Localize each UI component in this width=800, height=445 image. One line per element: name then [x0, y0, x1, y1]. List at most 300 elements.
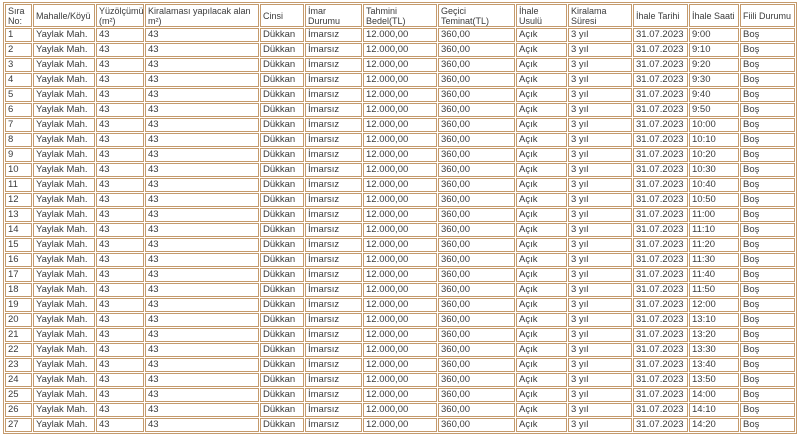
table-row [5, 178, 795, 192]
cell-tahmini-bedel: 12.000,00 [363, 238, 437, 252]
cell-cinsi: Dükkan [260, 388, 304, 402]
table-row [5, 103, 795, 117]
cell-yuzolcumu: 43 [96, 328, 144, 342]
table-row [5, 163, 795, 177]
cell-yuzolcumu: 43 [96, 358, 144, 372]
cell-kiralanacak-alan: 43 [145, 313, 259, 327]
cell-ihale-usulu: Açık [516, 283, 567, 297]
cell-kiralama-suresi: 3 yıl [568, 283, 632, 297]
cell-ihale-saati: 14:00 [689, 388, 739, 402]
cell-ihale-usulu: Açık [516, 58, 567, 72]
cell-yuzolcumu: 43 [96, 283, 144, 297]
cell-kiralanacak-alan: 43 [145, 298, 259, 312]
cell-ihale-saati: 13:10 [689, 313, 739, 327]
cell-tahmini-bedel: 12.000,00 [363, 373, 437, 387]
cell-cinsi: Dükkan [260, 148, 304, 162]
table-row [5, 388, 795, 402]
cell-mahalle-koyu: Yaylak Mah. [33, 343, 95, 357]
cell-kiralanacak-alan: 43 [145, 133, 259, 147]
cell-ihale-usulu: Açık [516, 118, 567, 132]
cell-kiralama-suresi: 3 yıl [568, 358, 632, 372]
cell-ihale-tarihi: 31.07.2023 [633, 373, 688, 387]
cell-fiili-durumu: Boş [740, 178, 795, 192]
cell-ihale-saati: 9:00 [689, 28, 739, 42]
cell-imar-durumu: İmarsız [305, 148, 362, 162]
cell-sira-no: 12 [5, 193, 32, 207]
cell-fiili-durumu: Boş [740, 88, 795, 102]
cell-fiili-durumu: Boş [740, 343, 795, 357]
cell-ihale-saati: 10:50 [689, 193, 739, 207]
cell-sira-no: 16 [5, 253, 32, 267]
cell-kiralama-suresi: 3 yıl [568, 193, 632, 207]
cell-kiralanacak-alan: 43 [145, 238, 259, 252]
cell-kiralama-suresi: 3 yıl [568, 178, 632, 192]
cell-kiralanacak-alan: 43 [145, 208, 259, 222]
cell-fiili-durumu: Boş [740, 163, 795, 177]
cell-yuzolcumu: 43 [96, 88, 144, 102]
cell-mahalle-koyu: Yaylak Mah. [33, 28, 95, 42]
cell-tahmini-bedel: 12.000,00 [363, 193, 437, 207]
cell-ihale-saati: 9:30 [689, 73, 739, 87]
table-row [5, 373, 795, 387]
cell-gecici-teminat: 360,00 [438, 268, 515, 282]
cell-sira-no: 2 [5, 43, 32, 57]
table-row [5, 313, 795, 327]
cell-tahmini-bedel: 12.000,00 [363, 403, 437, 417]
cell-ihale-usulu: Açık [516, 313, 567, 327]
cell-ihale-saati: 9:40 [689, 88, 739, 102]
cell-sira-no: 27 [5, 418, 32, 432]
cell-ihale-saati: 11:00 [689, 208, 739, 222]
cell-ihale-usulu: Açık [516, 133, 567, 147]
cell-cinsi: Dükkan [260, 403, 304, 417]
cell-mahalle-koyu: Yaylak Mah. [33, 358, 95, 372]
cell-kiralanacak-alan: 43 [145, 418, 259, 432]
cell-ihale-saati: 10:20 [689, 148, 739, 162]
cell-yuzolcumu: 43 [96, 43, 144, 57]
cell-mahalle-koyu: Yaylak Mah. [33, 328, 95, 342]
cell-ihale-usulu: Açık [516, 403, 567, 417]
cell-kiralama-suresi: 3 yıl [568, 133, 632, 147]
cell-ihale-usulu: Açık [516, 298, 567, 312]
table-body [5, 28, 795, 432]
cell-yuzolcumu: 43 [96, 403, 144, 417]
cell-cinsi: Dükkan [260, 73, 304, 87]
cell-ihale-usulu: Açık [516, 268, 567, 282]
cell-ihale-usulu: Açık [516, 163, 567, 177]
cell-gecici-teminat: 360,00 [438, 223, 515, 237]
cell-ihale-tarihi: 31.07.2023 [633, 193, 688, 207]
cell-gecici-teminat: 360,00 [438, 283, 515, 297]
cell-gecici-teminat: 360,00 [438, 343, 515, 357]
cell-sira-no: 19 [5, 298, 32, 312]
cell-yuzolcumu: 43 [96, 208, 144, 222]
cell-imar-durumu: İmarsız [305, 313, 362, 327]
cell-imar-durumu: İmarsız [305, 343, 362, 357]
cell-fiili-durumu: Boş [740, 148, 795, 162]
cell-imar-durumu: İmarsız [305, 43, 362, 57]
cell-gecici-teminat: 360,00 [438, 28, 515, 42]
cell-ihale-tarihi: 31.07.2023 [633, 208, 688, 222]
cell-mahalle-koyu: Yaylak Mah. [33, 163, 95, 177]
cell-kiralanacak-alan: 43 [145, 193, 259, 207]
cell-kiralama-suresi: 3 yıl [568, 103, 632, 117]
cell-tahmini-bedel: 12.000,00 [363, 148, 437, 162]
cell-yuzolcumu: 43 [96, 313, 144, 327]
cell-ihale-usulu: Açık [516, 103, 567, 117]
cell-gecici-teminat: 360,00 [438, 418, 515, 432]
cell-fiili-durumu: Boş [740, 268, 795, 282]
cell-yuzolcumu: 43 [96, 223, 144, 237]
cell-ihale-usulu: Açık [516, 418, 567, 432]
cell-tahmini-bedel: 12.000,00 [363, 103, 437, 117]
table-row [5, 208, 795, 222]
cell-yuzolcumu: 43 [96, 193, 144, 207]
cell-ihale-saati: 10:30 [689, 163, 739, 177]
cell-fiili-durumu: Boş [740, 58, 795, 72]
cell-ihale-saati: 10:40 [689, 178, 739, 192]
cell-ihale-tarihi: 31.07.2023 [633, 388, 688, 402]
cell-gecici-teminat: 360,00 [438, 148, 515, 162]
cell-kiralama-suresi: 3 yıl [568, 388, 632, 402]
cell-imar-durumu: İmarsız [305, 358, 362, 372]
cell-cinsi: Dükkan [260, 223, 304, 237]
cell-ihale-saati: 9:10 [689, 43, 739, 57]
cell-ihale-saati: 11:40 [689, 268, 739, 282]
column-header-tahmini-bedel: Tahmini Bedel(TL) [363, 4, 437, 27]
cell-kiralama-suresi: 3 yıl [568, 148, 632, 162]
cell-ihale-usulu: Açık [516, 193, 567, 207]
cell-sira-no: 21 [5, 328, 32, 342]
cell-fiili-durumu: Boş [740, 283, 795, 297]
cell-kiralama-suresi: 3 yıl [568, 208, 632, 222]
column-header-kiralama-suresi: Kiralama Süresi [568, 4, 632, 27]
cell-imar-durumu: İmarsız [305, 223, 362, 237]
cell-yuzolcumu: 43 [96, 58, 144, 72]
cell-mahalle-koyu: Yaylak Mah. [33, 223, 95, 237]
cell-tahmini-bedel: 12.000,00 [363, 73, 437, 87]
cell-cinsi: Dükkan [260, 178, 304, 192]
cell-gecici-teminat: 360,00 [438, 253, 515, 267]
cell-fiili-durumu: Boş [740, 403, 795, 417]
cell-tahmini-bedel: 12.000,00 [363, 343, 437, 357]
table-row [5, 133, 795, 147]
cell-kiralanacak-alan: 43 [145, 88, 259, 102]
cell-ihale-usulu: Açık [516, 223, 567, 237]
cell-gecici-teminat: 360,00 [438, 178, 515, 192]
cell-fiili-durumu: Boş [740, 328, 795, 342]
column-header-cinsi: Cinsi [260, 4, 304, 27]
cell-ihale-tarihi: 31.07.2023 [633, 178, 688, 192]
cell-imar-durumu: İmarsız [305, 403, 362, 417]
table-row [5, 358, 795, 372]
cell-tahmini-bedel: 12.000,00 [363, 268, 437, 282]
cell-imar-durumu: İmarsız [305, 373, 362, 387]
column-header-kiralanacak-alan: Kiralaması yapılacak alan m²) [145, 4, 259, 27]
cell-ihale-tarihi: 31.07.2023 [633, 148, 688, 162]
cell-gecici-teminat: 360,00 [438, 328, 515, 342]
cell-cinsi: Dükkan [260, 283, 304, 297]
cell-kiralanacak-alan: 43 [145, 328, 259, 342]
table-row [5, 58, 795, 72]
cell-cinsi: Dükkan [260, 358, 304, 372]
cell-imar-durumu: İmarsız [305, 193, 362, 207]
table-row [5, 268, 795, 282]
cell-tahmini-bedel: 12.000,00 [363, 178, 437, 192]
cell-ihale-saati: 9:20 [689, 58, 739, 72]
cell-fiili-durumu: Boş [740, 103, 795, 117]
cell-sira-no: 26 [5, 403, 32, 417]
cell-gecici-teminat: 360,00 [438, 193, 515, 207]
column-header-sira-no: Sıra No: [5, 4, 32, 27]
cell-kiralanacak-alan: 43 [145, 253, 259, 267]
cell-tahmini-bedel: 12.000,00 [363, 118, 437, 132]
cell-tahmini-bedel: 12.000,00 [363, 328, 437, 342]
cell-yuzolcumu: 43 [96, 253, 144, 267]
cell-fiili-durumu: Boş [740, 373, 795, 387]
cell-yuzolcumu: 43 [96, 238, 144, 252]
cell-ihale-saati: 14:20 [689, 418, 739, 432]
cell-ihale-tarihi: 31.07.2023 [633, 43, 688, 57]
cell-ihale-saati: 9:50 [689, 103, 739, 117]
cell-ihale-usulu: Açık [516, 148, 567, 162]
cell-gecici-teminat: 360,00 [438, 103, 515, 117]
cell-gecici-teminat: 360,00 [438, 58, 515, 72]
cell-cinsi: Dükkan [260, 373, 304, 387]
column-header-imar-durumu: İmar Durumu [305, 4, 362, 27]
cell-fiili-durumu: Boş [740, 43, 795, 57]
cell-fiili-durumu: Boş [740, 223, 795, 237]
cell-fiili-durumu: Boş [740, 208, 795, 222]
cell-tahmini-bedel: 12.000,00 [363, 253, 437, 267]
cell-kiralanacak-alan: 43 [145, 343, 259, 357]
cell-sira-no: 11 [5, 178, 32, 192]
cell-cinsi: Dükkan [260, 253, 304, 267]
cell-ihale-tarihi: 31.07.2023 [633, 403, 688, 417]
cell-mahalle-koyu: Yaylak Mah. [33, 298, 95, 312]
cell-tahmini-bedel: 12.000,00 [363, 388, 437, 402]
cell-mahalle-koyu: Yaylak Mah. [33, 148, 95, 162]
cell-gecici-teminat: 360,00 [438, 118, 515, 132]
cell-ihale-usulu: Açık [516, 208, 567, 222]
cell-gecici-teminat: 360,00 [438, 298, 515, 312]
cell-mahalle-koyu: Yaylak Mah. [33, 238, 95, 252]
cell-cinsi: Dükkan [260, 28, 304, 42]
cell-kiralanacak-alan: 43 [145, 403, 259, 417]
cell-mahalle-koyu: Yaylak Mah. [33, 373, 95, 387]
cell-sira-no: 3 [5, 58, 32, 72]
cell-sira-no: 10 [5, 163, 32, 177]
cell-ihale-saati: 11:50 [689, 283, 739, 297]
cell-ihale-usulu: Açık [516, 388, 567, 402]
cell-tahmini-bedel: 12.000,00 [363, 298, 437, 312]
cell-imar-durumu: İmarsız [305, 418, 362, 432]
cell-kiralama-suresi: 3 yıl [568, 163, 632, 177]
cell-kiralanacak-alan: 43 [145, 283, 259, 297]
cell-ihale-usulu: Açık [516, 238, 567, 252]
cell-imar-durumu: İmarsız [305, 178, 362, 192]
cell-cinsi: Dükkan [260, 103, 304, 117]
cell-yuzolcumu: 43 [96, 178, 144, 192]
cell-yuzolcumu: 43 [96, 418, 144, 432]
cell-cinsi: Dükkan [260, 328, 304, 342]
cell-mahalle-koyu: Yaylak Mah. [33, 88, 95, 102]
cell-kiralama-suresi: 3 yıl [568, 73, 632, 87]
table-row [5, 298, 795, 312]
cell-gecici-teminat: 360,00 [438, 313, 515, 327]
cell-tahmini-bedel: 12.000,00 [363, 418, 437, 432]
cell-yuzolcumu: 43 [96, 133, 144, 147]
cell-ihale-saati: 11:30 [689, 253, 739, 267]
cell-kiralanacak-alan: 43 [145, 58, 259, 72]
cell-ihale-saati: 11:20 [689, 238, 739, 252]
cell-yuzolcumu: 43 [96, 373, 144, 387]
cell-ihale-saati: 13:50 [689, 373, 739, 387]
cell-kiralama-suresi: 3 yıl [568, 253, 632, 267]
table-row [5, 283, 795, 297]
table-row [5, 238, 795, 252]
cell-fiili-durumu: Boş [740, 313, 795, 327]
cell-cinsi: Dükkan [260, 298, 304, 312]
cell-ihale-tarihi: 31.07.2023 [633, 58, 688, 72]
cell-sira-no: 9 [5, 148, 32, 162]
cell-kiralama-suresi: 3 yıl [568, 238, 632, 252]
cell-kiralanacak-alan: 43 [145, 43, 259, 57]
cell-tahmini-bedel: 12.000,00 [363, 43, 437, 57]
cell-sira-no: 23 [5, 358, 32, 372]
cell-ihale-saati: 13:40 [689, 358, 739, 372]
column-header-yuzolcumu: Yüzölçümü (m²) [96, 4, 144, 27]
cell-mahalle-koyu: Yaylak Mah. [33, 118, 95, 132]
cell-tahmini-bedel: 12.000,00 [363, 58, 437, 72]
cell-gecici-teminat: 360,00 [438, 238, 515, 252]
cell-kiralanacak-alan: 43 [145, 103, 259, 117]
cell-yuzolcumu: 43 [96, 148, 144, 162]
cell-kiralanacak-alan: 43 [145, 148, 259, 162]
cell-yuzolcumu: 43 [96, 28, 144, 42]
cell-sira-no: 22 [5, 343, 32, 357]
cell-ihale-tarihi: 31.07.2023 [633, 133, 688, 147]
cell-fiili-durumu: Boş [740, 298, 795, 312]
cell-ihale-usulu: Açık [516, 178, 567, 192]
cell-imar-durumu: İmarsız [305, 388, 362, 402]
cell-mahalle-koyu: Yaylak Mah. [33, 268, 95, 282]
cell-imar-durumu: İmarsız [305, 328, 362, 342]
cell-ihale-tarihi: 31.07.2023 [633, 358, 688, 372]
column-header-gecici-teminat: Geçici Teminat(TL) [438, 4, 515, 27]
cell-gecici-teminat: 360,00 [438, 43, 515, 57]
cell-cinsi: Dükkan [260, 313, 304, 327]
cell-mahalle-koyu: Yaylak Mah. [33, 283, 95, 297]
cell-imar-durumu: İmarsız [305, 73, 362, 87]
cell-ihale-saati: 10:00 [689, 118, 739, 132]
column-header-fiili-durumu: Fiili Durumu [740, 4, 795, 27]
cell-sira-no: 13 [5, 208, 32, 222]
cell-sira-no: 5 [5, 88, 32, 102]
cell-ihale-usulu: Açık [516, 343, 567, 357]
cell-tahmini-bedel: 12.000,00 [363, 163, 437, 177]
cell-gecici-teminat: 360,00 [438, 73, 515, 87]
cell-kiralama-suresi: 3 yıl [568, 313, 632, 327]
cell-cinsi: Dükkan [260, 268, 304, 282]
cell-ihale-usulu: Açık [516, 88, 567, 102]
cell-sira-no: 8 [5, 133, 32, 147]
cell-fiili-durumu: Boş [740, 118, 795, 132]
cell-gecici-teminat: 360,00 [438, 88, 515, 102]
cell-kiralanacak-alan: 43 [145, 178, 259, 192]
cell-sira-no: 4 [5, 73, 32, 87]
cell-kiralanacak-alan: 43 [145, 223, 259, 237]
cell-kiralama-suresi: 3 yıl [568, 88, 632, 102]
cell-mahalle-koyu: Yaylak Mah. [33, 73, 95, 87]
cell-ihale-tarihi: 31.07.2023 [633, 73, 688, 87]
cell-cinsi: Dükkan [260, 118, 304, 132]
cell-imar-durumu: İmarsız [305, 58, 362, 72]
cell-sira-no: 1 [5, 28, 32, 42]
cell-fiili-durumu: Boş [740, 253, 795, 267]
cell-kiralama-suresi: 3 yıl [568, 268, 632, 282]
cell-sira-no: 14 [5, 223, 32, 237]
cell-tahmini-bedel: 12.000,00 [363, 283, 437, 297]
cell-kiralanacak-alan: 43 [145, 28, 259, 42]
cell-cinsi: Dükkan [260, 193, 304, 207]
cell-ihale-tarihi: 31.07.2023 [633, 163, 688, 177]
cell-ihale-tarihi: 31.07.2023 [633, 268, 688, 282]
cell-ihale-usulu: Açık [516, 28, 567, 42]
cell-imar-durumu: İmarsız [305, 238, 362, 252]
cell-sira-no: 25 [5, 388, 32, 402]
cell-mahalle-koyu: Yaylak Mah. [33, 388, 95, 402]
cell-tahmini-bedel: 12.000,00 [363, 223, 437, 237]
cell-gecici-teminat: 360,00 [438, 388, 515, 402]
cell-ihale-usulu: Açık [516, 328, 567, 342]
cell-mahalle-koyu: Yaylak Mah. [33, 58, 95, 72]
cell-ihale-tarihi: 31.07.2023 [633, 298, 688, 312]
cell-ihale-usulu: Açık [516, 73, 567, 87]
cell-fiili-durumu: Boş [740, 358, 795, 372]
cell-cinsi: Dükkan [260, 88, 304, 102]
cell-mahalle-koyu: Yaylak Mah. [33, 133, 95, 147]
cell-yuzolcumu: 43 [96, 73, 144, 87]
cell-imar-durumu: İmarsız [305, 88, 362, 102]
table-row [5, 418, 795, 432]
cell-imar-durumu: İmarsız [305, 28, 362, 42]
cell-gecici-teminat: 360,00 [438, 373, 515, 387]
cell-ihale-tarihi: 31.07.2023 [633, 283, 688, 297]
cell-fiili-durumu: Boş [740, 73, 795, 87]
cell-cinsi: Dükkan [260, 58, 304, 72]
table-row [5, 88, 795, 102]
cell-fiili-durumu: Boş [740, 28, 795, 42]
cell-yuzolcumu: 43 [96, 268, 144, 282]
auction-schedule-table [3, 2, 797, 434]
cell-ihale-tarihi: 31.07.2023 [633, 118, 688, 132]
cell-yuzolcumu: 43 [96, 103, 144, 117]
cell-cinsi: Dükkan [260, 208, 304, 222]
cell-yuzolcumu: 43 [96, 343, 144, 357]
cell-tahmini-bedel: 12.000,00 [363, 88, 437, 102]
cell-imar-durumu: İmarsız [305, 163, 362, 177]
table-row [5, 148, 795, 162]
cell-kiralama-suresi: 3 yıl [568, 43, 632, 57]
cell-cinsi: Dükkan [260, 343, 304, 357]
cell-kiralama-suresi: 3 yıl [568, 298, 632, 312]
cell-fiili-durumu: Boş [740, 418, 795, 432]
cell-yuzolcumu: 43 [96, 163, 144, 177]
cell-gecici-teminat: 360,00 [438, 133, 515, 147]
cell-kiralanacak-alan: 43 [145, 73, 259, 87]
cell-kiralama-suresi: 3 yıl [568, 58, 632, 72]
